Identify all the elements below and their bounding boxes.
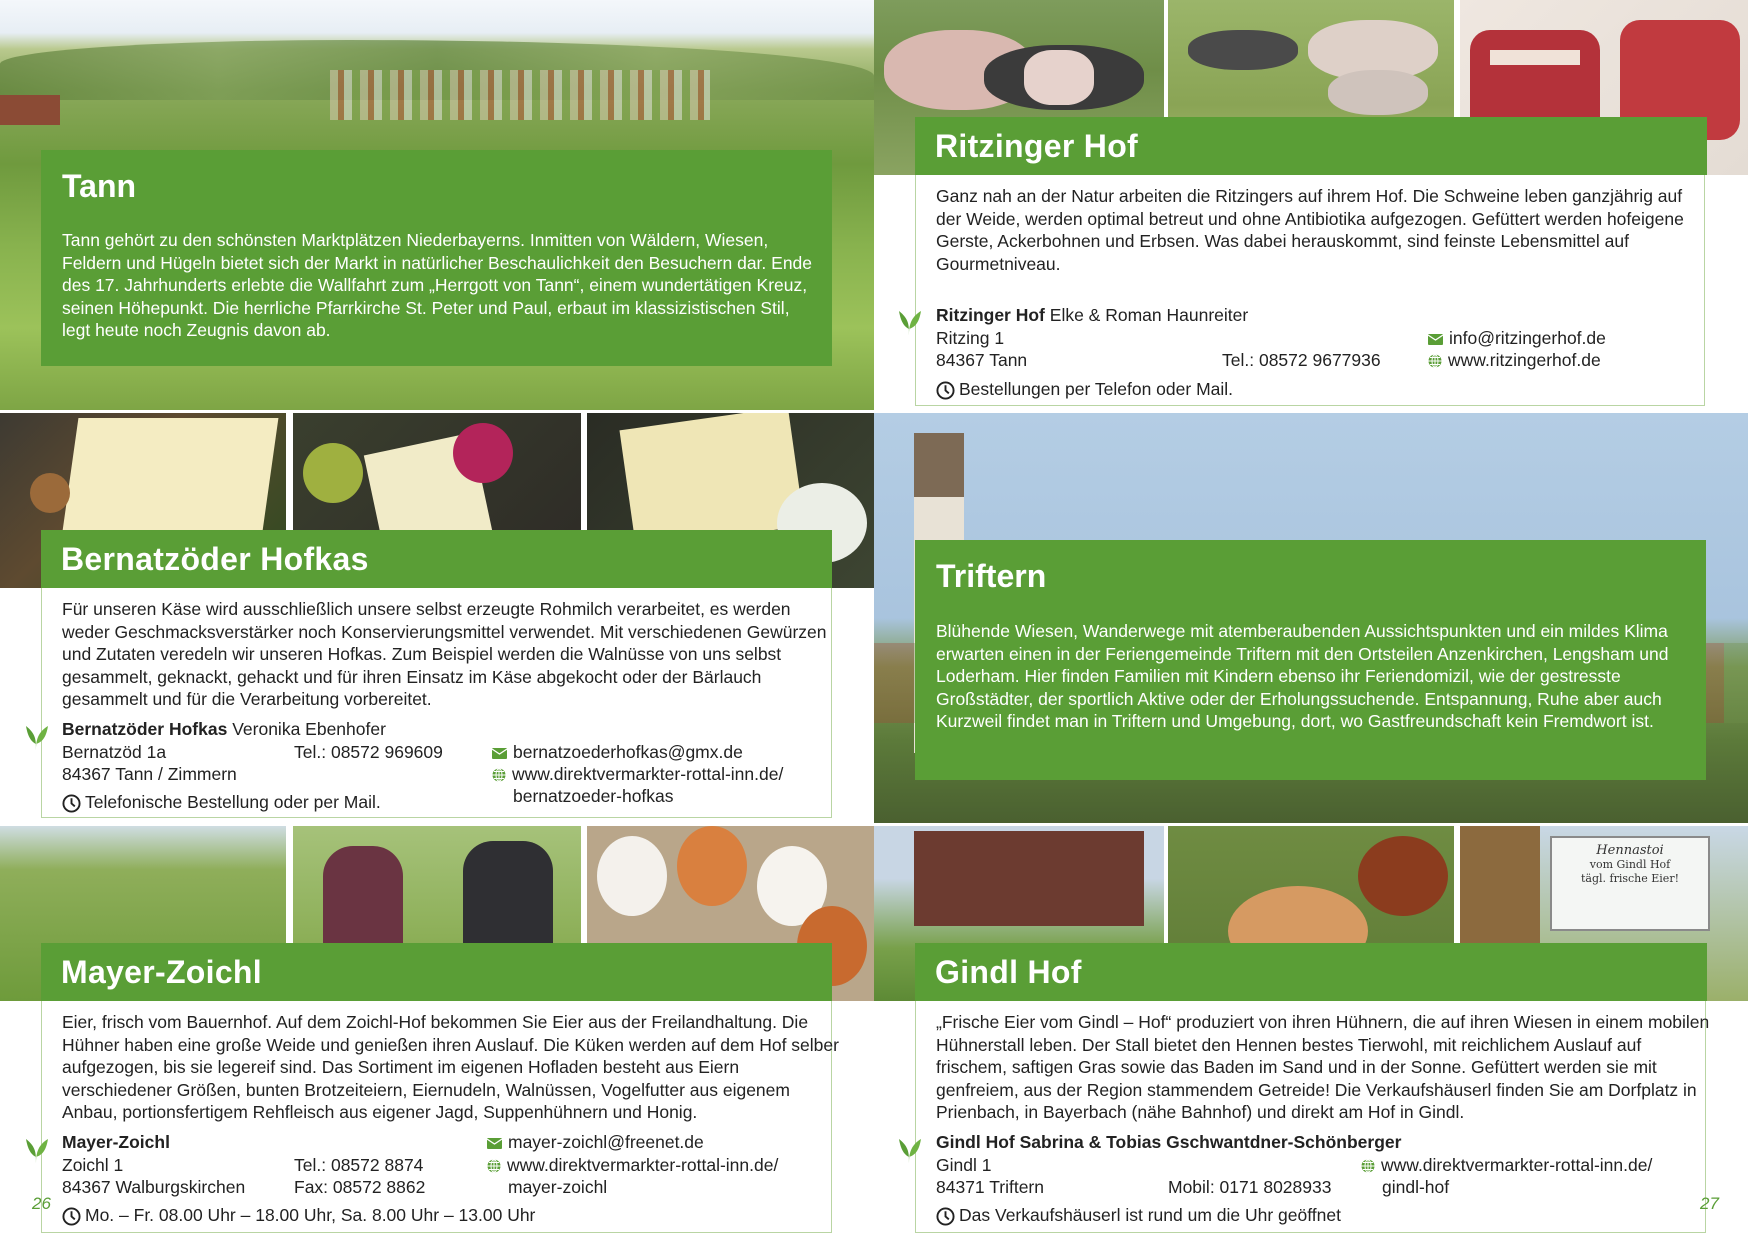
gindl-note-line — [936, 1204, 1341, 1227]
globe-icon — [492, 768, 506, 782]
gindl-web-2[interactable]: gindl-hof — [1382, 1177, 1450, 1197]
bernatzoeder-street: Bernatzöd 1a — [62, 742, 167, 762]
gindl-name: Gindl Hof Sabrina & Tobias Gschwantdner-Schönberger — [936, 1132, 1402, 1152]
bernatzoeder-name: Bernatzöder Hofkas — [62, 719, 228, 739]
ritzinger-street: Ritzing 1 — [936, 328, 1005, 348]
ritzinger-title: Ritzinger Hof — [915, 117, 1707, 175]
ritzinger-email[interactable]: info@ritzingerhof.de — [1449, 328, 1606, 348]
sign-line-3: tägl. frische Eier! — [1580, 872, 1679, 885]
leaf-icon — [893, 1133, 925, 1165]
bernatzoeder-phone: Tel.: 08572 969609 — [294, 742, 443, 762]
ritzinger-text: Ganz nah an der Natur arbeiten die Ritzingers auf ihrem Hof. Die Schweine leben ganzjährig auf der Weide, werden optimal betreut und ohne Antibiotika aufgezogen. Gefüttert werden hofeigene Gerste, Ackerbohnen und Erbsen. Was dabei herauskommt, sind feinste Lebensmittel auf Gourmetniveau. — [936, 186, 1684, 274]
bernatzoeder-web-line[interactable] — [492, 763, 783, 786]
tann-box — [41, 150, 832, 366]
bernatzoeder-email[interactable]: bernatzoederhofkas@gmx.de — [513, 742, 743, 762]
leaf-icon — [20, 720, 52, 752]
triftern-text: Blühende Wiesen, Wanderwege mit atemberaubenden Aussichtspunkten und ein mildes Klima erwarten einen in der Feriengemeinde Triftern mit den Ortsteilen Anzenkirchen, Lengsham und Loderham. Hier finden Familien mit Kindern ebenso ihr Feriendomizil, wie der gestresste Großstädter, der sportlich Aktive oder der Erholungssuchende. Entspannung, Ruhe aber auch Kurzweil findet man in Triftern und Umgebung, dort, wo Gastfreundschaft kein Fremdwort ist. — [936, 621, 1669, 732]
mayer-note-line — [62, 1204, 535, 1227]
globe-icon — [1428, 354, 1442, 368]
clock-icon — [936, 381, 955, 400]
ritzinger-name-line — [936, 304, 1248, 327]
ritzinger-phone: Tel.: 08572 9677936 — [1222, 350, 1381, 370]
sign-line-1: Hennastoi — [1596, 843, 1664, 858]
bernatzoeder-text: Für unseren Käse wird ausschließlich unsere selbst erzeugte Rohmilch verarbeitet, es werden weder Geschmacksverstärker noch Konservierungsmittel verwendet. Mit verschiedenen Gewürzen und Zutaten veredeln wir unseren Hofkas. Zum Beispiel werden die Walnüsse von uns selbst gesammelt, geknackt, gehackt und für ihren Einsatz im Käse abgekocht oder der Bärlauch gesammelt und für die Verarbeitung vorbereitet. — [62, 599, 827, 710]
gindl-web-1[interactable]: www.direktvermarkter-rottal-inn.de/ — [1381, 1155, 1653, 1175]
tann-title: Tann — [62, 168, 137, 204]
mayer-note: Mo. – Fr. 08.00 Uhr – 18.00 Uhr, Sa. 8.00 Uhr – 13.00 Uhr — [85, 1205, 536, 1225]
ritzinger-web-line[interactable] — [1428, 349, 1601, 372]
mail-icon — [1428, 334, 1443, 345]
henhouse-sign — [1550, 836, 1710, 931]
mayer-title: Mayer-Zoichl — [41, 943, 832, 1001]
ritzinger-note: Bestellungen per Telefon oder Mail. — [959, 379, 1234, 399]
bernatzoeder-city: 84367 Tann / Zimmern — [62, 764, 237, 784]
mayer-name: Mayer-Zoichl — [62, 1132, 170, 1152]
bernatzoeder-web-1[interactable]: www.direktvermarkter-rottal-inn.de/ — [512, 764, 784, 784]
mayer-phone: Tel.: 08572 8874 — [294, 1155, 424, 1175]
mayer-web-1[interactable]: www.direktvermarkter-rottal-inn.de/ — [507, 1155, 779, 1175]
leaf-icon — [20, 1133, 52, 1165]
mayer-city: 84367 Walburgskirchen — [62, 1177, 246, 1197]
mail-icon — [487, 1138, 502, 1149]
mayer-email[interactable]: mayer-zoichl@freenet.de — [508, 1132, 704, 1152]
bernatzoeder-owner: Veronika Ebenhofer — [232, 719, 386, 739]
clock-icon — [62, 1207, 81, 1226]
ritzinger-note-line — [936, 378, 1233, 401]
gindl-street: Gindl 1 — [936, 1155, 992, 1175]
sign-line-2: vom Gindl Hof — [1589, 858, 1671, 871]
bernatzoeder-email-line[interactable] — [492, 741, 743, 764]
gindl-title: Gindl Hof — [915, 943, 1707, 1001]
triftern-title: Triftern — [936, 558, 1047, 594]
clock-icon — [936, 1207, 955, 1226]
globe-icon — [487, 1159, 501, 1173]
bernatzoeder-note-line — [62, 791, 381, 814]
bernatzoeder-name-line — [62, 718, 386, 741]
bernatzoeder-title: Bernatzöder Hofkas — [41, 530, 832, 588]
ritzinger-email-line[interactable] — [1428, 327, 1606, 350]
ritzinger-city: 84367 Tann — [936, 350, 1028, 370]
mayer-web-line[interactable] — [487, 1154, 778, 1177]
mayer-text: Eier, frisch vom Bauernhof. Auf dem Zoichl-Hof bekommen Sie Eier aus der Freilandhaltung. Die Hühner haben eine große Weide und genießen ihren Auslauf. Die Küken werden auf dem Hof selber aufgezogen, bis sie legereif sind. Das Sortiment im eigenen Hofladen besteht aus Eiern verschiedener Größen, bunten Brotzeiteiern, Eiernudeln, Walnüssen, Vogelfutter aus eigenem Anbau, portionsfertigem Rehfleisch aus eigener Jagd, Suppenhühnern und Honig. — [62, 1012, 839, 1123]
leaf-icon — [893, 305, 925, 337]
clock-icon — [62, 794, 81, 813]
gindl-city: 84371 Triftern — [936, 1177, 1044, 1197]
tann-text: Tann gehört zu den schönsten Marktplätzen Niederbayerns. Inmitten von Wäldern, Wiesen, Feldern und Hügeln bietet sich der Markt in natürlicher Beschaulichkeit den Besuchern dar. Ende des 17. Jahrhunderts erlebte die Wallfahrt zum „Herrgott von Tann“, einem wundertätigen Kreuz, seinen Höhepunkt. Die herrliche Pfarrkirche St. Peter und Paul, erbaut im klassizistischen Stil, legt heute noch Zeugnis davon ab. — [62, 230, 813, 341]
page-number-left: 26 — [32, 1194, 51, 1213]
mayer-street: Zoichl 1 — [62, 1155, 124, 1175]
mayer-fax: Fax: 08572 8862 — [294, 1177, 426, 1197]
mayer-web-2[interactable]: mayer-zoichl — [508, 1177, 608, 1197]
gindl-phone: Mobil: 0171 8028933 — [1168, 1177, 1332, 1197]
gindl-web-line[interactable] — [1361, 1154, 1652, 1177]
ritzinger-name: Ritzinger Hof — [936, 305, 1045, 325]
page-number-right: 27 — [1700, 1194, 1719, 1213]
gindl-text: „Frische Eier vom Gindl – Hof“ produziert von ihren Hühnern, die auf ihren Wiesen in einem mobilen Hühnerstall leben. Der Stall bietet den Hennen bestes Tierwohl, mit reichlichem Auslauf auf frischem, saftigen Gras sowie das Baden im Sand und in der Sonne. Gefüttert werden sie mit genfreiem, aus der Region stammendem Getreide! Die Verkaufshäuserl finden Sie am Dorfplatz in Prienbach, in Bayerbach (nähe Bahnhof) und direkt am Hof in Gindl. — [936, 1012, 1710, 1123]
ritzinger-web[interactable]: www.ritzingerhof.de — [1448, 350, 1601, 370]
mail-icon — [492, 748, 507, 759]
mayer-email-line[interactable] — [487, 1131, 704, 1154]
bernatzoeder-note: Telefonische Bestellung oder per Mail. — [85, 792, 381, 812]
ritzinger-owner: Elke & Roman Haunreiter — [1049, 305, 1249, 325]
triftern-box — [915, 540, 1706, 780]
globe-icon — [1361, 1159, 1375, 1173]
bernatzoeder-web-2[interactable]: bernatzoeder-hofkas — [513, 786, 674, 806]
gindl-note: Das Verkaufshäuserl ist rund um die Uhr geöffnet — [959, 1205, 1341, 1225]
